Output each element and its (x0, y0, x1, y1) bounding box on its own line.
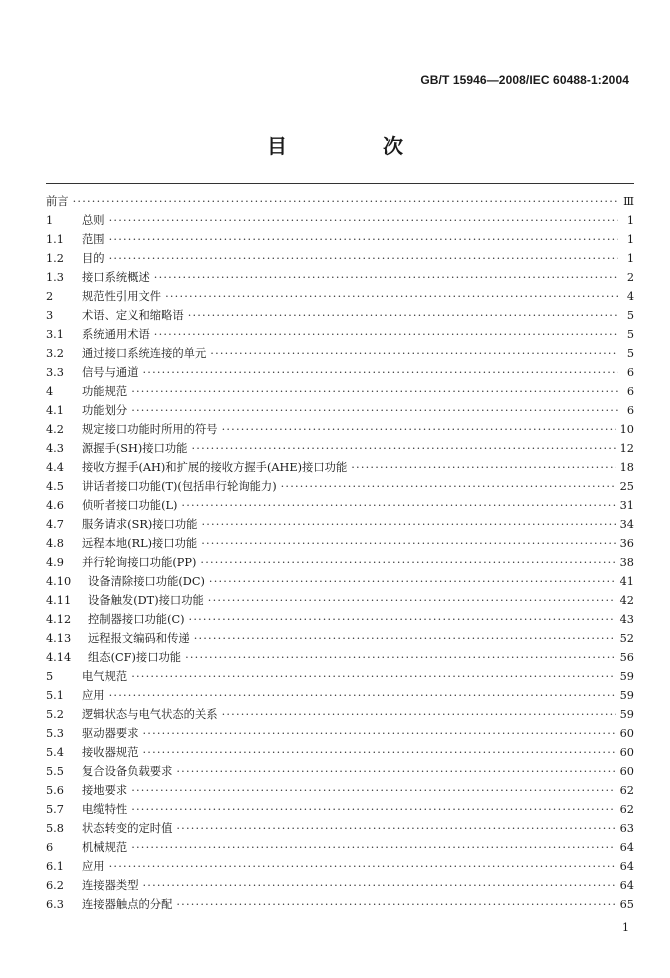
toc-entry-page: 5 (626, 347, 634, 360)
toc-entry[interactable] (46, 686, 634, 705)
toc-entry-number: 4.4 (46, 461, 64, 474)
toc-entry-number: 1.3 (46, 271, 64, 284)
toc-entry-page: 1 (626, 233, 634, 246)
toc-entry-number: 1.1 (46, 233, 64, 246)
toc-entry-title: 讲话者接口功能(T)(包括串行轮询能力) (82, 480, 277, 493)
toc-dot-leader (222, 705, 616, 724)
toc-entry-number: 5.7 (46, 803, 64, 816)
toc-dot-leader (281, 477, 616, 496)
toc-entry-page: 18 (619, 461, 634, 474)
toc-entry[interactable] (46, 724, 634, 743)
toc-dot-leader (143, 743, 616, 762)
toc-dot-leader (188, 306, 618, 325)
toc-entry-title: 控制器接口功能(C) (88, 613, 185, 626)
toc-dot-leader (176, 762, 615, 781)
toc-dot-leader (109, 686, 616, 705)
toc-entry-title: 范围 (82, 233, 105, 246)
toc-entry-title: 通过接口系统连接的单元 (82, 347, 207, 360)
toc-entry-title: 应用 (82, 689, 105, 702)
toc-dot-leader (131, 800, 615, 819)
toc-entry-title: 术语、定义和缩略语 (82, 309, 184, 322)
toc-entry[interactable] (46, 420, 634, 439)
toc-entry-number: 5.5 (46, 765, 64, 778)
toc-entry-title: 前言 (46, 195, 69, 208)
toc-entry-title: 接收方握手(AH)和扩展的接收方握手(AHE)接口功能 (82, 461, 348, 474)
toc-dot-leader (201, 534, 615, 553)
toc-entry-number: 4.14 (46, 651, 72, 664)
toc-entry-number: 6.2 (46, 879, 64, 892)
toc-entry-number: 4.3 (46, 442, 64, 455)
toc-entry-title: 接地要求 (82, 784, 128, 797)
toc-entry-title: 并行轮询接口功能(PP) (82, 556, 197, 569)
toc-entry-title: 应用 (82, 860, 105, 873)
standard-code-header: GB/T 15946—2008/IEC 60488-1:2004 (420, 73, 629, 87)
toc-dot-leader (201, 515, 615, 534)
toc-entry-number: 4.10 (46, 575, 72, 588)
toc-entry-title: 设备触发(DT)接口功能 (88, 594, 204, 607)
toc-entry[interactable] (46, 401, 634, 420)
toc-entry-number: 1 (46, 214, 54, 227)
title-rule (46, 183, 634, 184)
toc-dot-leader (143, 363, 619, 382)
toc-entry[interactable] (46, 838, 634, 857)
toc-entry[interactable] (46, 800, 634, 819)
toc-entry[interactable] (46, 382, 634, 401)
toc-entry-page: 38 (619, 556, 634, 569)
toc-entry-page: 10 (619, 423, 634, 436)
toc-entry-number: 6 (46, 841, 54, 854)
toc-entry-page: 64 (619, 841, 634, 854)
table-of-contents (46, 192, 634, 914)
toc-entry-page: 5 (626, 328, 634, 341)
toc-entry[interactable] (46, 705, 634, 724)
toc-dot-leader (143, 724, 616, 743)
toc-dot-leader (191, 439, 615, 458)
toc-entry-title: 复合设备负载要求 (82, 765, 173, 778)
toc-entry[interactable] (46, 344, 634, 363)
toc-entry-number: 4.8 (46, 537, 64, 550)
toc-entry[interactable] (46, 572, 634, 591)
toc-entry-page: 4 (626, 290, 634, 303)
toc-dot-leader (131, 401, 618, 420)
toc-entry[interactable] (46, 211, 634, 230)
toc-entry-page: 60 (619, 727, 634, 740)
toc-entry-title: 功能划分 (82, 404, 128, 417)
toc-entry-number: 5.4 (46, 746, 64, 759)
toc-entry-page: 6 (626, 404, 634, 417)
toc-entry[interactable] (46, 743, 634, 762)
toc-entry-page: 65 (619, 898, 634, 911)
toc-entry-number: 6.3 (46, 898, 64, 911)
toc-entry-page: 1 (626, 252, 634, 265)
toc-entry[interactable] (46, 876, 634, 895)
toc-entry[interactable] (46, 287, 634, 306)
toc-entry-page: 52 (619, 632, 634, 645)
toc-entry-page: 12 (619, 442, 634, 455)
toc-dot-leader (143, 876, 616, 895)
toc-entry-number: 4 (46, 385, 54, 398)
toc-entry[interactable] (46, 553, 634, 572)
toc-entry-title: 信号与通道 (82, 366, 139, 379)
toc-dot-leader (176, 819, 615, 838)
toc-entry[interactable] (46, 762, 634, 781)
toc-dot-leader (200, 553, 615, 572)
toc-dot-leader (210, 344, 618, 363)
toc-entry-title: 设备清除接口功能(DC) (88, 575, 205, 588)
toc-entry-title: 电气规范 (82, 670, 128, 683)
toc-entry-page: 63 (619, 822, 634, 835)
toc-dot-leader (209, 572, 616, 591)
toc-entry-page: 5 (626, 309, 634, 322)
toc-entry-number: 6.1 (46, 860, 64, 873)
toc-entry-number: 4.2 (46, 423, 64, 436)
toc-entry-page: 25 (619, 480, 634, 493)
toc-entry-page: 64 (619, 860, 634, 873)
toc-entry-title: 连接器类型 (82, 879, 139, 892)
footer-page-number: 1 (622, 921, 629, 934)
toc-entry-title: 总则 (82, 214, 105, 227)
toc-dot-leader (109, 230, 618, 249)
toc-entry-page: 2 (626, 271, 634, 284)
toc-entry[interactable] (46, 496, 634, 515)
toc-entry[interactable] (46, 515, 634, 534)
toc-entry-title: 逻辑状态与电气状态的关系 (82, 708, 218, 721)
toc-entry[interactable] (46, 781, 634, 800)
toc-entry[interactable] (46, 249, 634, 268)
toc-entry[interactable] (46, 610, 634, 629)
toc-entry[interactable] (46, 268, 634, 287)
toc-entry-title: 连接器触点的分配 (82, 898, 173, 911)
toc-entry-number: 5 (46, 670, 54, 683)
toc-dot-leader (131, 838, 615, 857)
toc-entry[interactable] (46, 477, 634, 496)
toc-entry-page: 62 (619, 803, 634, 816)
toc-dot-leader (131, 667, 615, 686)
toc-entry-page: 59 (619, 689, 634, 702)
toc-entry-title: 规定接口功能时所用的符号 (82, 423, 218, 436)
toc-dot-leader (109, 857, 616, 876)
toc-dot-leader (185, 648, 616, 667)
toc-dot-leader (194, 629, 616, 648)
toc-entry-title: 系统通用术语 (82, 328, 150, 341)
toc-entry-page: 1 (626, 214, 634, 227)
toc-entry-title: 状态转变的定时值 (82, 822, 173, 835)
page-title: 目 次 (267, 134, 441, 158)
toc-entry-number: 5.3 (46, 727, 64, 740)
toc-entry-page: 59 (619, 670, 634, 683)
toc-dot-leader (181, 496, 615, 515)
toc-entry[interactable] (46, 325, 634, 344)
toc-entry-page: 31 (619, 499, 634, 512)
toc-entry-number: 4.13 (46, 632, 72, 645)
toc-entry-page: 6 (626, 366, 634, 379)
toc-entry-number: 3 (46, 309, 54, 322)
toc-entry-title: 远程报文编码和传递 (88, 632, 190, 645)
toc-entry[interactable] (46, 648, 634, 667)
toc-entry-page: 42 (619, 594, 634, 607)
toc-entry-number: 3.2 (46, 347, 64, 360)
toc-entry[interactable] (46, 192, 634, 211)
toc-entry-number: 5.8 (46, 822, 64, 835)
toc-dot-leader (351, 458, 615, 477)
toc-entry-page: 59 (619, 708, 634, 721)
toc-dot-leader (131, 382, 618, 401)
toc-entry-title: 目的 (82, 252, 105, 265)
toc-entry-number: 5.6 (46, 784, 64, 797)
toc-entry[interactable] (46, 306, 634, 325)
toc-entry-page: 62 (619, 784, 634, 797)
toc-entry-number: 4.12 (46, 613, 72, 626)
toc-entry-page: Ⅲ (623, 195, 634, 208)
toc-entry-number: 4.9 (46, 556, 64, 569)
toc-entry-page: 36 (619, 537, 634, 550)
toc-entry[interactable] (46, 230, 634, 249)
toc-entry-title: 远程本地(RL)接口功能 (82, 537, 198, 550)
toc-dot-leader (109, 249, 618, 268)
toc-entry-title: 服务请求(SR)接口功能 (82, 518, 198, 531)
toc-dot-leader (131, 781, 615, 800)
toc-entry-title: 组态(CF)接口功能 (88, 651, 182, 664)
toc-entry-title: 机械规范 (82, 841, 128, 854)
toc-entry-title: 电缆特性 (82, 803, 128, 816)
toc-entry-title: 功能规范 (82, 385, 128, 398)
toc-dot-leader (154, 325, 618, 344)
toc-entry-number: 4.1 (46, 404, 64, 417)
toc-entry-number: 5.2 (46, 708, 64, 721)
toc-entry-page: 60 (619, 765, 634, 778)
toc-entry[interactable] (46, 363, 634, 382)
toc-entry-title: 规范性引用文件 (82, 290, 162, 303)
toc-entry[interactable] (46, 895, 634, 914)
toc-entry[interactable] (46, 534, 634, 553)
toc-entry-page: 41 (619, 575, 634, 588)
toc-entry-number: 4.7 (46, 518, 64, 531)
toc-entry[interactable] (46, 857, 634, 876)
toc-entry-number: 4.11 (46, 594, 72, 607)
toc-dot-leader (189, 610, 616, 629)
toc-entry[interactable] (46, 667, 634, 686)
toc-dot-leader (154, 268, 618, 287)
toc-entry-page: 60 (619, 746, 634, 759)
toc-entry-number: 4.6 (46, 499, 64, 512)
toc-entry-title: 接口系统概述 (82, 271, 150, 284)
toc-entry-title: 侦听者接口功能(L) (82, 499, 178, 512)
toc-entry-number: 5.1 (46, 689, 64, 702)
toc-entry-title: 接收器规范 (82, 746, 139, 759)
toc-entry[interactable] (46, 591, 634, 610)
toc-entry[interactable] (46, 458, 634, 477)
toc-dot-leader (176, 895, 615, 914)
toc-dot-leader (73, 192, 618, 211)
toc-entry[interactable] (46, 439, 634, 458)
toc-entry-number: 3.3 (46, 366, 64, 379)
toc-dot-leader (222, 420, 616, 439)
toc-entry-page: 34 (619, 518, 634, 531)
toc-entry-title: 驱动器要求 (82, 727, 139, 740)
toc-dot-leader (208, 591, 616, 610)
toc-dot-leader (165, 287, 618, 306)
toc-entry-page: 43 (619, 613, 634, 626)
toc-entry-number: 4.5 (46, 480, 64, 493)
toc-dot-leader (109, 211, 618, 230)
toc-entry-page: 64 (619, 879, 634, 892)
toc-entry[interactable] (46, 629, 634, 648)
toc-entry-number: 1.2 (46, 252, 64, 265)
toc-entry-title: 源握手(SH)接口功能 (82, 442, 188, 455)
toc-entry-number: 2 (46, 290, 54, 303)
toc-entry-page: 56 (619, 651, 634, 664)
toc-entry-page: 6 (626, 385, 634, 398)
toc-entry[interactable] (46, 819, 634, 838)
toc-entry-number: 3.1 (46, 328, 64, 341)
